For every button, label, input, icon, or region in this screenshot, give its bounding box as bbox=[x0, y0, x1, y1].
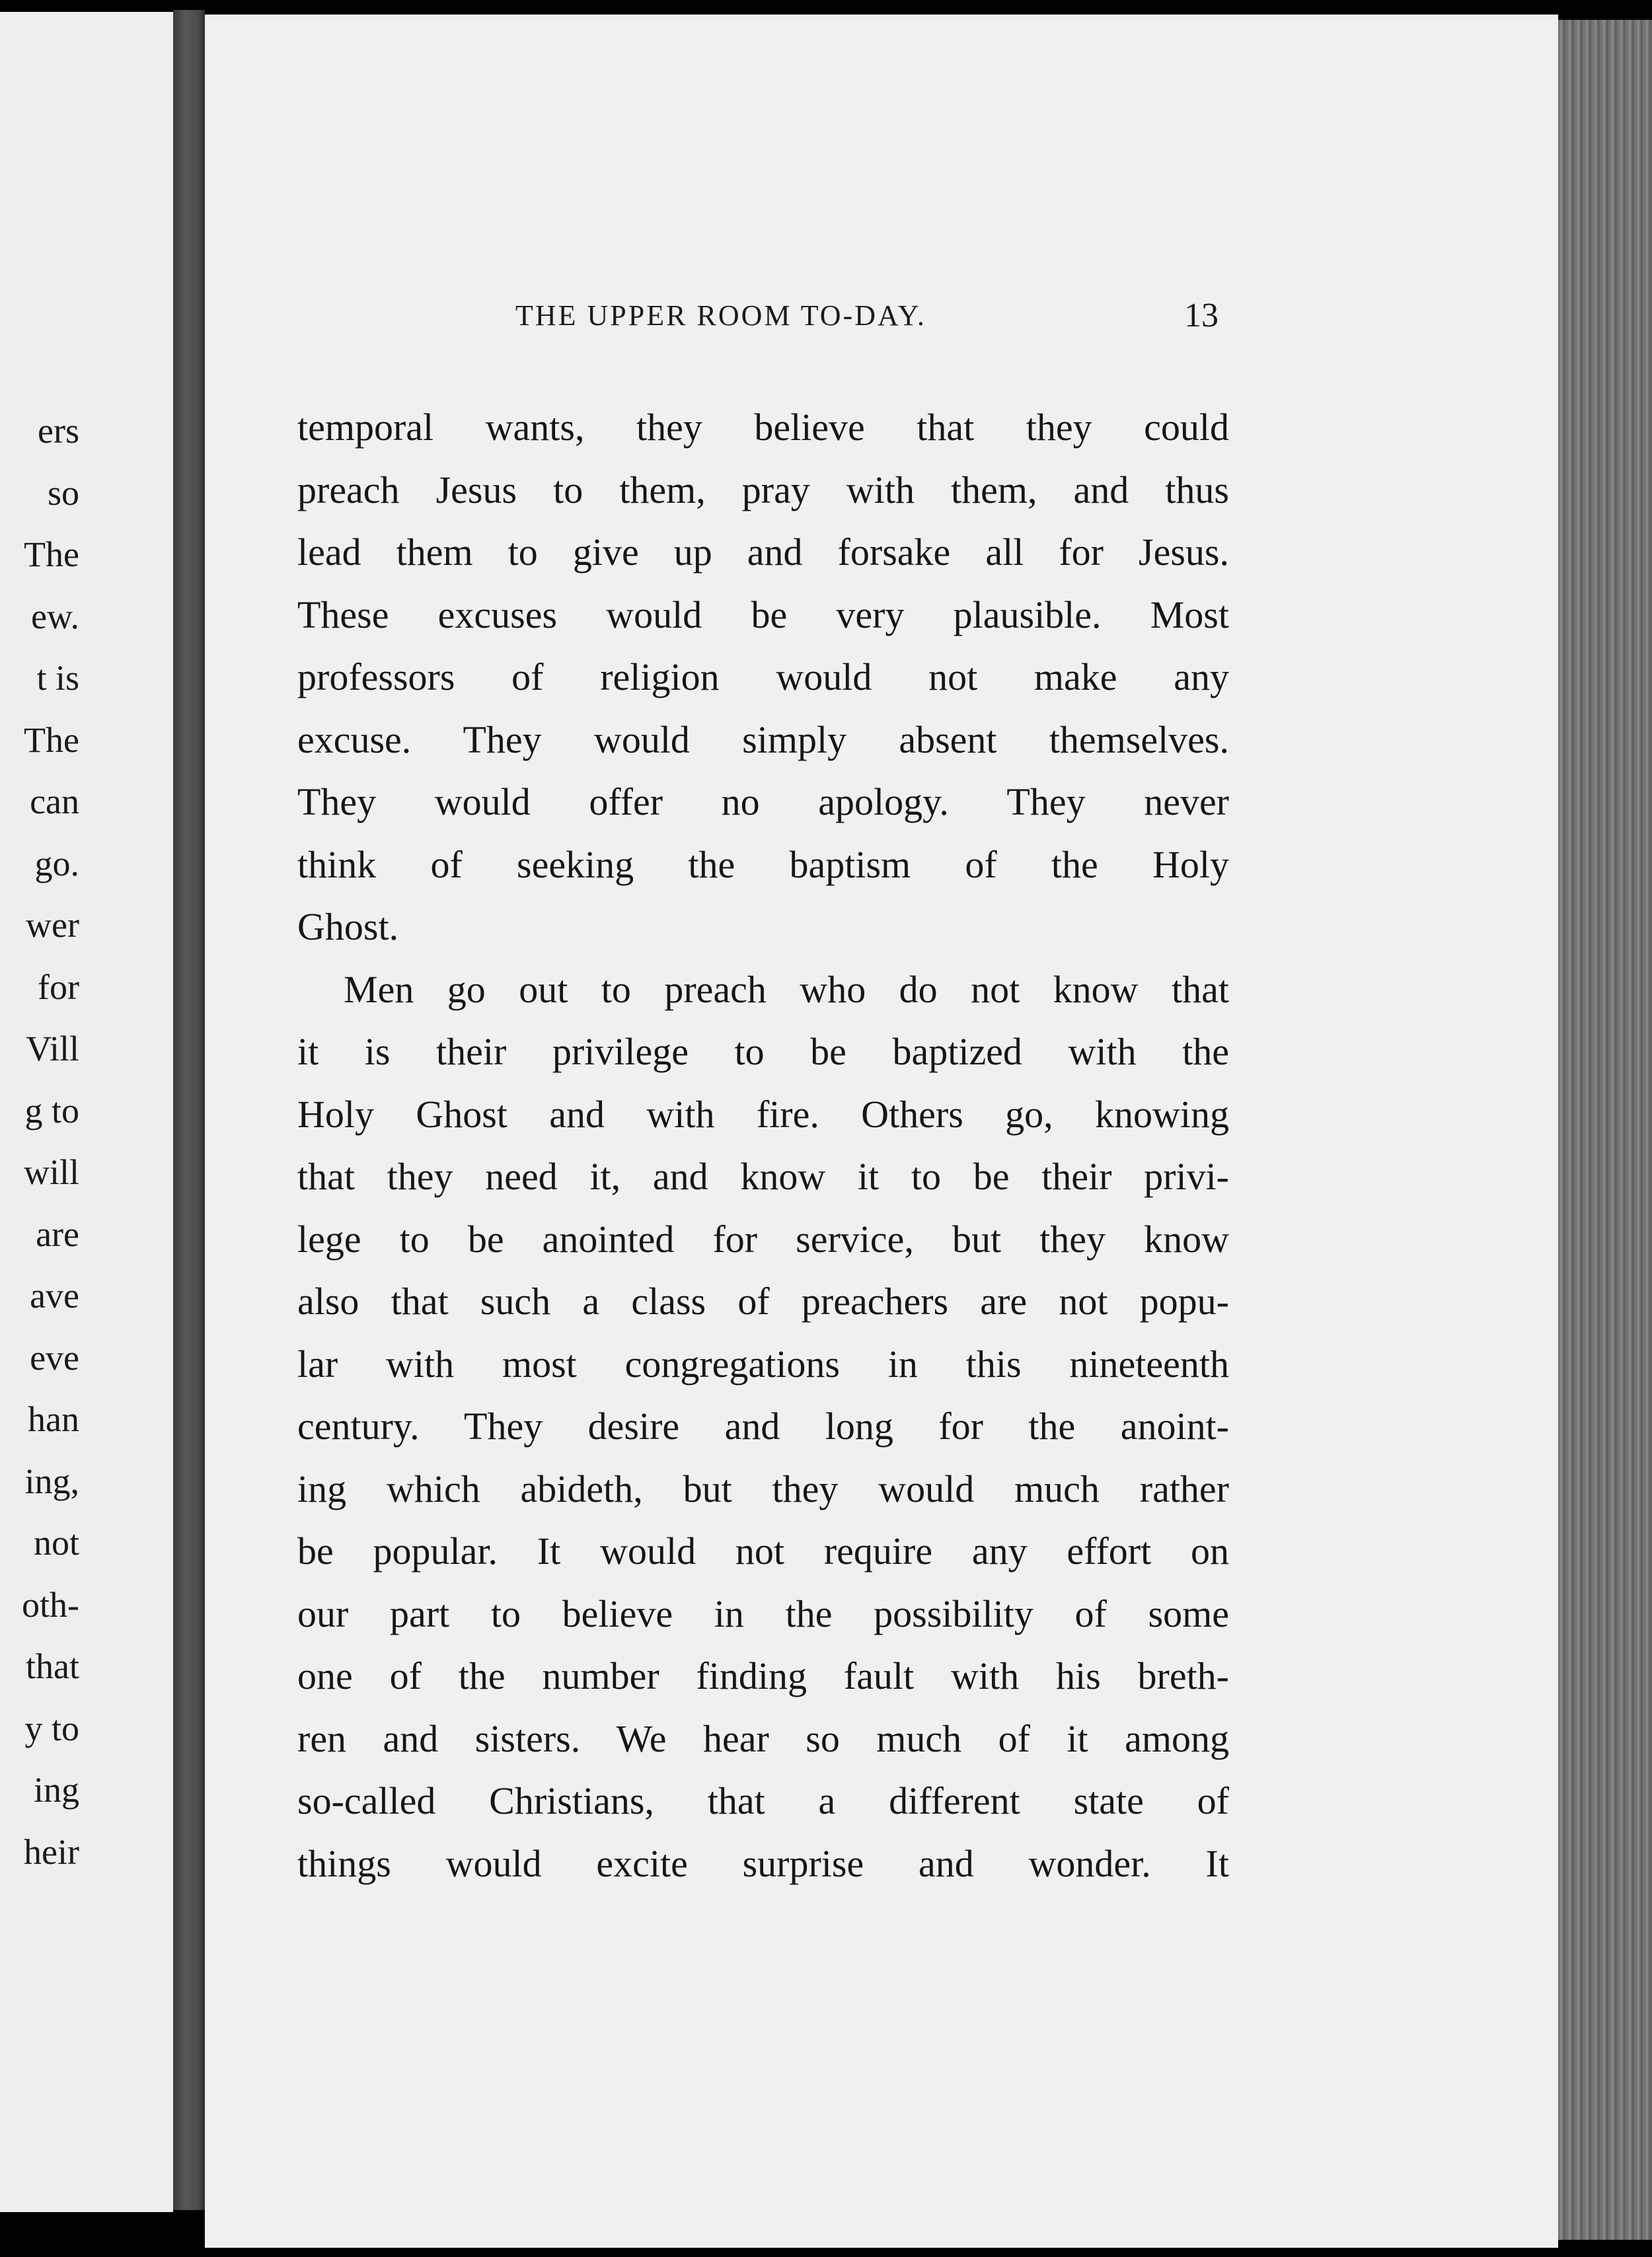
book-gutter bbox=[173, 10, 205, 2210]
text-line: preach Jesus to them, pray with them, and thus bbox=[297, 468, 1229, 511]
left-fragment: The bbox=[24, 720, 79, 760]
left-fragment: g to bbox=[24, 1090, 79, 1130]
left-fragment: heir bbox=[24, 1832, 79, 1872]
left-fragment: go. bbox=[34, 843, 79, 883]
left-fragment: that bbox=[26, 1646, 79, 1686]
left-fragment: Vill bbox=[26, 1029, 79, 1068]
text-line: They would offer no apology. They never bbox=[297, 780, 1229, 823]
text-line: lege to be anointed for service, but they know bbox=[297, 1217, 1229, 1261]
text-line: so-called Christians, that a different state of bbox=[297, 1779, 1229, 1822]
left-fragment: ing bbox=[33, 1770, 79, 1810]
left-fragment: oth- bbox=[22, 1584, 79, 1625]
left-fragment: ew. bbox=[31, 596, 79, 636]
text-line: lead them to give up and forsake all for Jesus. bbox=[297, 531, 1229, 574]
text-line: that they need it, and know it to be their privi- bbox=[297, 1155, 1229, 1198]
text-line: also that such a class of preachers are not popu- bbox=[297, 1280, 1229, 1323]
left-fragment: wer bbox=[26, 905, 79, 945]
text-line: our part to believe in the possibility of some bbox=[297, 1592, 1229, 1635]
left-fragment: t is bbox=[36, 658, 79, 698]
text-line: think of seeking the baptism of the Holy bbox=[297, 842, 1229, 886]
running-title: THE UPPER ROOM TO-DAY. bbox=[515, 299, 926, 332]
left-fragment: The bbox=[24, 535, 79, 574]
left-fragment: ave bbox=[30, 1276, 79, 1315]
text-line: it is their privilege to be baptized with the bbox=[297, 1030, 1229, 1073]
left-fragment: eve bbox=[30, 1337, 79, 1378]
left-facing-page bbox=[0, 12, 173, 2212]
left-fragment: ers bbox=[38, 411, 79, 451]
text-line: professors of religion would not make any bbox=[297, 655, 1229, 698]
left-fragment: not bbox=[33, 1523, 79, 1563]
text-line: ren and sisters. We hear so much of it among bbox=[297, 1717, 1229, 1760]
left-fragment: so bbox=[47, 472, 79, 513]
text-line: excuse. They would simply absent themselves. bbox=[297, 718, 1229, 761]
left-fragment: ing, bbox=[24, 1461, 79, 1501]
text-line: one of the number finding fault with his breth- bbox=[297, 1654, 1229, 1697]
left-fragment: will bbox=[23, 1152, 79, 1192]
text-line: things would excite surprise and wonder. It bbox=[297, 1841, 1229, 1885]
paragraph bbox=[297, 959, 1229, 1896]
left-fragment: han bbox=[28, 1399, 79, 1439]
paragraph bbox=[297, 396, 1229, 959]
text-line: ing which abideth, but they would much rather bbox=[297, 1467, 1229, 1510]
left-page-text-fragments bbox=[0, 400, 79, 1883]
text-line: Holy Ghost and with fire. Others go, knowing bbox=[297, 1092, 1229, 1136]
text-line: temporal wants, they believe that they could bbox=[297, 406, 1229, 449]
left-fragment: can bbox=[30, 782, 79, 821]
text-line: These excuses would be very plausible. Most bbox=[297, 593, 1229, 636]
text-line: lar with most congregations in this nineteenth bbox=[297, 1342, 1229, 1386]
left-fragment: y to bbox=[24, 1708, 79, 1748]
page-edges bbox=[1558, 20, 1652, 2240]
left-fragment: for bbox=[38, 967, 79, 1007]
text-line: century. They desire and long for the anoint- bbox=[297, 1405, 1229, 1448]
left-fragment: are bbox=[36, 1214, 79, 1254]
body-text bbox=[297, 396, 1229, 1895]
text-line: Men go out to preach who do not know that bbox=[344, 967, 1229, 1011]
text-line: Ghost. bbox=[297, 905, 399, 948]
page-number: 13 bbox=[1184, 297, 1219, 334]
text-line: be popular. It would not require any effort on bbox=[297, 1530, 1229, 1572]
